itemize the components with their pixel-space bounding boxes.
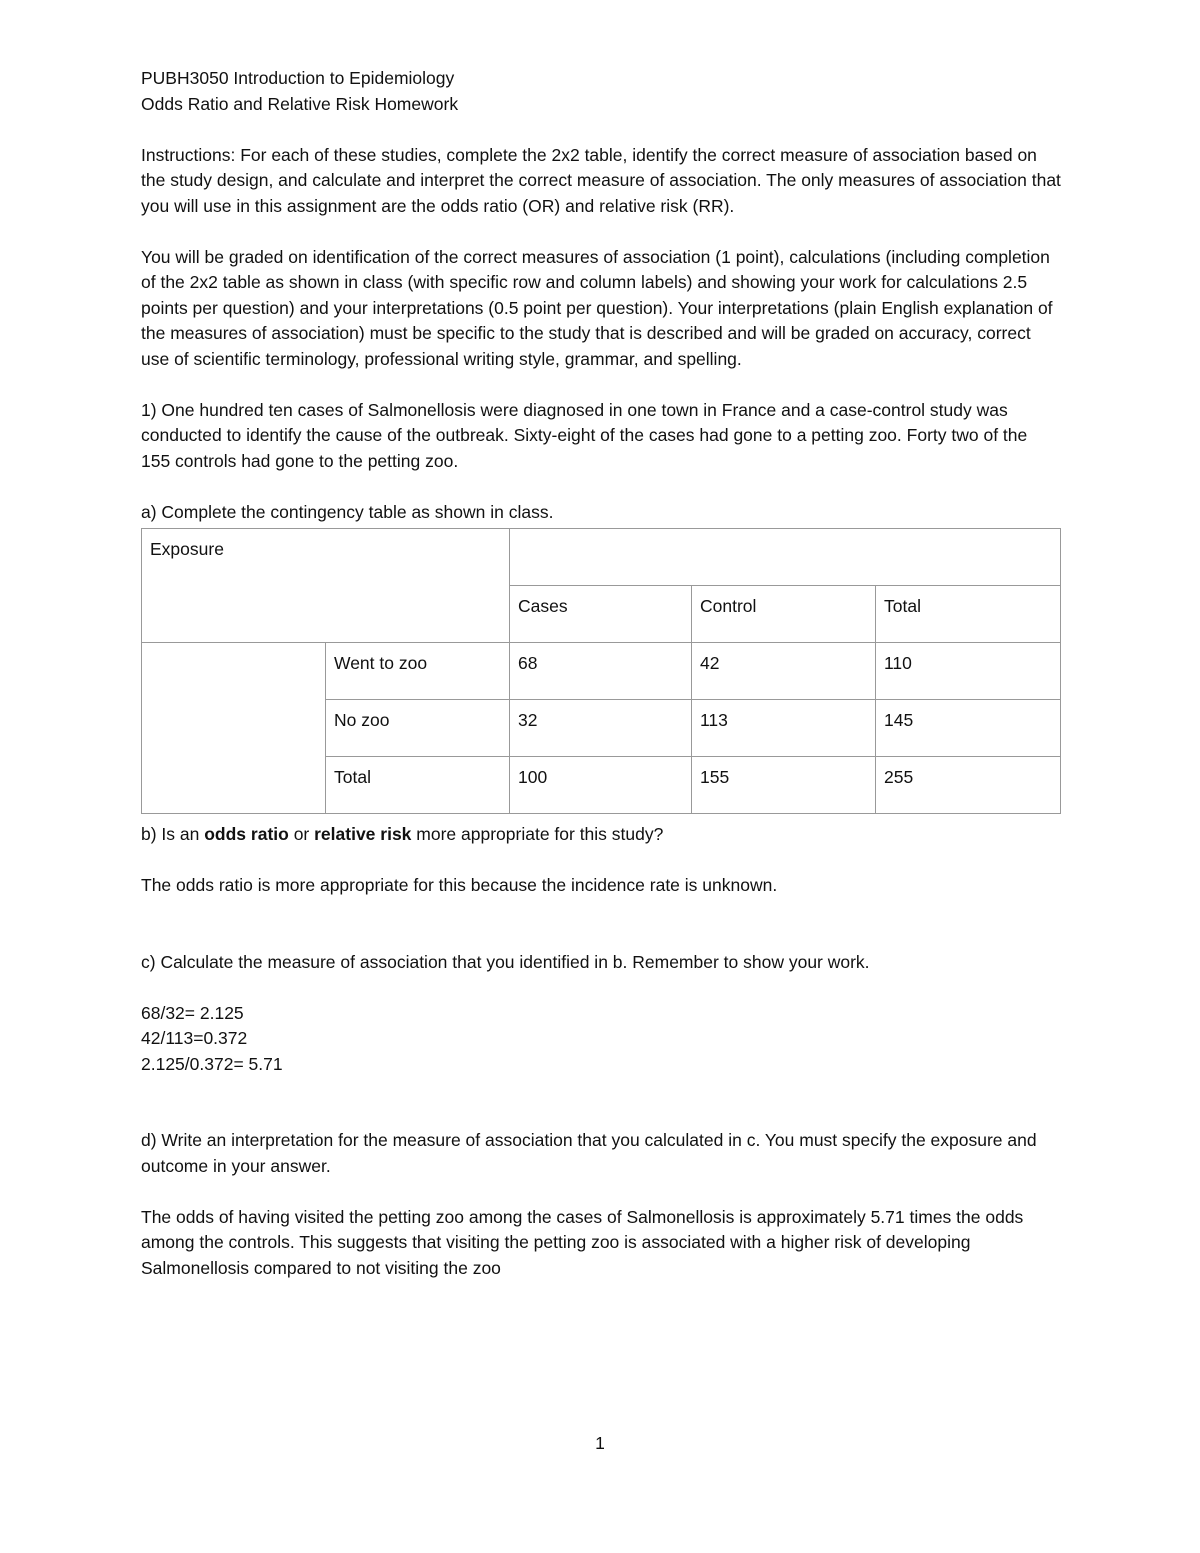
- exposure-header-cell: Exposure: [142, 529, 510, 643]
- cell-control: 155: [692, 757, 876, 814]
- table-blank-cell: [142, 643, 326, 814]
- col-header-total: Total: [876, 586, 1061, 643]
- cell-cases: 100: [510, 757, 692, 814]
- q1b-prefix: b) Is an: [141, 824, 205, 844]
- question-1-prompt: 1) One hundred ten cases of Salmonellosis were diagnosed in one town in France and a case-control study was conducted to identify the cause of the outbreak. Sixty-eight of the cases had gone to a petting zoo. Forty two of the 155 controls had gone to the petting zoo.: [141, 399, 1028, 471]
- question-1b-prompt: [141, 822, 1061, 848]
- cell-control: 113: [692, 700, 876, 757]
- calc-line-2: 42/113=0.372: [141, 1028, 248, 1048]
- cell-total: 255: [876, 757, 1061, 814]
- table-row: [142, 643, 1061, 700]
- row-label: Went to zoo: [326, 643, 510, 700]
- table-header-top-row: [142, 529, 1061, 586]
- question-1b-answer: The odds ratio is more appropriate for this because the incidence rate is unknown.: [141, 875, 778, 895]
- grading-paragraph: You will be graded on identification of the correct measures of association (1 point), calculations (including completion of the 2x2 table as shown in class (with specific row and column labels) and showing your work for calculations 2.5 points per question) and your interpretations (0.5 point per question). Your interpretations (plain English explanation of the measures of association) must be specific to the study that is described and will be graded on accuracy, correct use of scientific terminology, professional writing style, grammar, and spelling.: [141, 246, 1053, 369]
- calc-line-1: 68/32= 2.125: [141, 1002, 244, 1023]
- col-header-control: Control: [692, 586, 876, 643]
- table-empty-header-cell: [510, 529, 1061, 586]
- cell-total: 145: [876, 700, 1061, 757]
- assignment-title: Odds Ratio and Relative Risk Homework: [141, 93, 459, 114]
- q1b-relative-risk: relative risk: [314, 824, 412, 844]
- contingency-table: [141, 528, 1061, 814]
- question-1d-prompt: d) Write an interpretation for the measure of association that you calculated in c. You must specify the exposure and outcome in your answer.: [141, 1130, 1037, 1176]
- row-label: No zoo: [326, 700, 510, 757]
- cell-cases: 32: [510, 700, 692, 757]
- instructions-paragraph: Instructions: For each of these studies, complete the 2x2 table, identify the correct measure of association based on the study design, and calculate and interpret the correct measure of association. The only measures of association that you will use in this assignment are the odds ratio (OR) and relative risk (RR).: [141, 144, 1061, 216]
- col-header-cases: Cases: [510, 586, 692, 643]
- question-1c-prompt: c) Calculate the measure of association that you identified in b. Remember to show your work.: [141, 951, 870, 972]
- calc-line-3: 2.125/0.372= 5.71: [141, 1053, 283, 1074]
- cell-cases: 68: [510, 643, 692, 700]
- row-label: Total: [326, 757, 510, 814]
- document-page: [141, 66, 1061, 1281]
- q1b-odds-ratio: odds ratio: [204, 824, 289, 844]
- q1b-suffix: more appropriate for this study?: [411, 824, 664, 844]
- page-number: 1: [595, 1433, 605, 1453]
- question-1a-prompt: a) Complete the contingency table as shown in class.: [141, 501, 554, 522]
- q1b-mid: or: [288, 824, 315, 844]
- cell-control: 42: [692, 643, 876, 700]
- cell-total: 110: [876, 643, 1061, 700]
- course-title: PUBH3050 Introduction to Epidemiology: [141, 68, 455, 88]
- question-1d-answer: The odds of having visited the petting zoo among the cases of Salmonellosis is approximately 5.71 times the odds among the controls. This suggests that visiting the petting zoo is associated with a higher risk of developing Salmonellosis compared to not visiting the zoo: [141, 1206, 1024, 1278]
